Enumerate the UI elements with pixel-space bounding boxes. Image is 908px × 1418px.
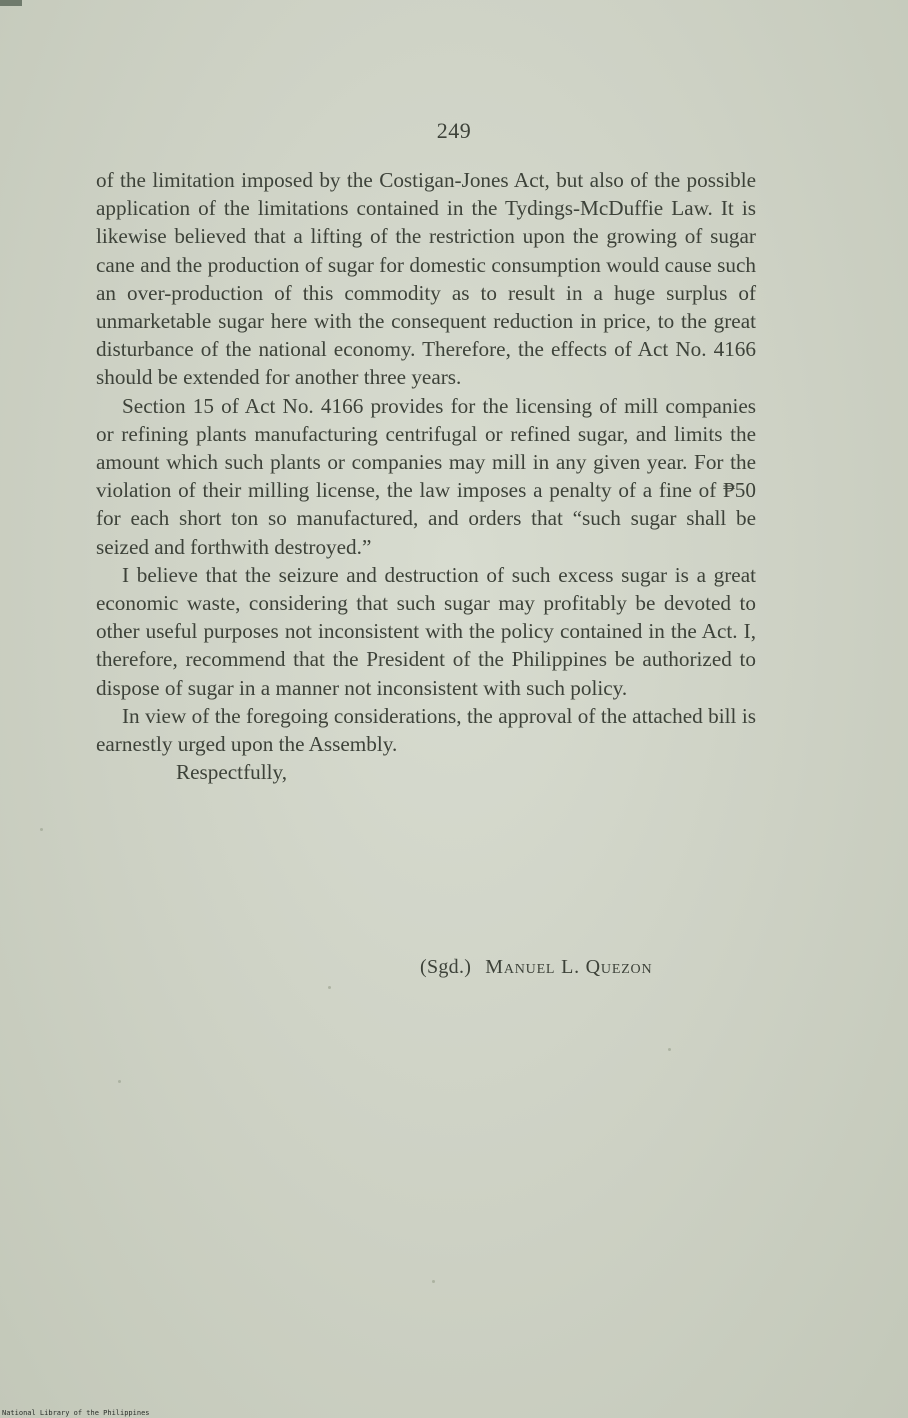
- page-number: 249: [436, 118, 472, 143]
- paragraph-2: Section 15 of Act No. 4166 provides for the licensing of mill companies or refining plants manufacturing centrifugal or refined sugar, and limits the amount which such plants or companies may mill in any given year. For the violation of their milling license, the law imposes a penalty of a fine of ₱50 for each short ton so manufactured, and orders that “such sugar shall be seized and forthwith destroyed.”: [96, 393, 756, 559]
- scan-corner-mark: [0, 0, 22, 6]
- paper-speck: [118, 1080, 121, 1083]
- paper-speck: [328, 986, 331, 989]
- signature-prefix: (Sgd.): [420, 956, 472, 978]
- paper-speck: [432, 1280, 435, 1283]
- paragraph-4: In view of the foregoing considerations, the approval of the attached bill is earnestly urged upon the Assembly.: [96, 703, 756, 757]
- closing-salutation: Respectfully,: [176, 760, 288, 785]
- body-text: [96, 166, 756, 786]
- library-footer: National Library of the Philippines: [2, 1409, 150, 1417]
- paragraph-3: I believe that the seizure and destruction of such excess sugar is a great economic waste, considering that such sugar may profitably be devoted to other useful purposes not inconsistent with the policy contained in the Act. I, therefore, recommend that the President of the Philippines be authorized to dispose of sugar in a manner not inconsistent with such policy.: [96, 562, 756, 700]
- signatory-name: Manuel L. Quezon: [485, 956, 653, 978]
- paper-speck: [40, 828, 43, 831]
- paper-speck: [668, 1048, 671, 1051]
- paragraph-1: of the limitation imposed by the Costigan-Jones Act, but also of the possible application of the limitations contained in the Tydings-McDuffie Law. It is likewise believed that a lifting of the restriction upon the growing of sugar cane and the production of sugar for domestic consumption would cause such an over-production of this commodity as to result in a huge surplus of unmarketable sugar here with the consequent reduction in price, to the great disturbance of the national economy. Therefore, the effects of Act No. 4166 should be extended for another three years.: [96, 168, 756, 390]
- signature-line: [420, 956, 652, 979]
